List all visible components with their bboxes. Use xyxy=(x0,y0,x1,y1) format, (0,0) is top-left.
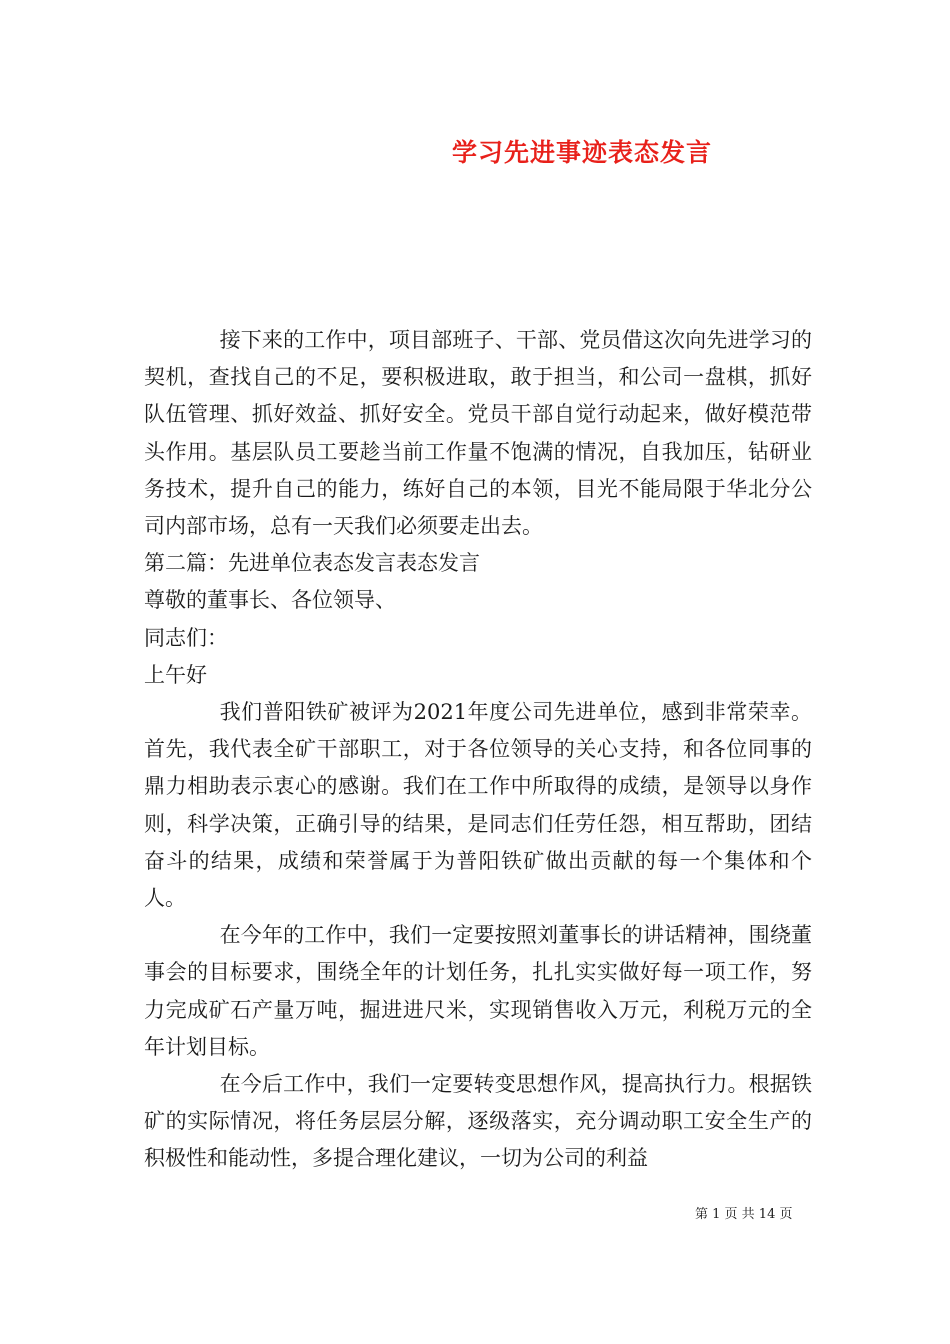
paragraph: 在今后工作中，我们一定要转变思想作风，提高执行力。根据铁矿的实际情况，将任务层层分解，逐级落实，充分调动职工安全生产的积极性和能动性，多提合理化建议，一切为公司的利益 xyxy=(144,1072,812,1171)
document-body xyxy=(144,322,812,1178)
paragraph: 尊敬的董事长、各位领导、 xyxy=(144,588,396,613)
paragraph: 我们普阳铁矿被评为2021年度公司先进单位，感到非常荣幸。首先，我代表全矿干部职工，对于各位领导的关心支持，和各位同事的鼎力相助表示衷心的感谢。我们在工作中所取得的成绩，是领导以身作则，科学决策，正确引导的结果，是同志们任劳任怨，相互帮助，团结奋斗的结果，成绩和荣誉属于为普阳铁矿做出贡献的每一个集体和个人。 xyxy=(144,700,812,911)
document-title: 学习先进事迹表态发言 xyxy=(452,138,713,167)
paragraph: 上午好 xyxy=(144,662,207,687)
page-number: 第 1 页 共 14 页 xyxy=(695,1207,793,1222)
paragraph: 第二篇：先进单位表态发言表态发言 xyxy=(144,551,480,576)
paragraph: 接下来的工作中，项目部班子、干部、党员借这次向先进学习的契机，查找自己的不足，要积极进取，敢于担当，和公司一盘棋，抓好队伍管理、抓好效益、抓好安全。党员干部自觉行动起来，做好模范带头作用。基层队员工要趁当前工作量不饱满的情况，自我加压，钻研业务技术，提升自己的能力，练好自己的本领，目光不能局限于华北分公司内部市场，总有一天我们必须要走出去。 xyxy=(144,328,812,539)
paragraph: 同志们： xyxy=(144,625,228,650)
paragraph: 在今年的工作中，我们一定要按照刘董事长的讲话精神，围绕董事会的目标要求，围绕全年的计划任务，扎扎实实做好每一项工作，努力完成矿石产量万吨，掘进进尺米，实现销售收入万元，利税万元的全年计划目标。 xyxy=(144,923,812,1059)
